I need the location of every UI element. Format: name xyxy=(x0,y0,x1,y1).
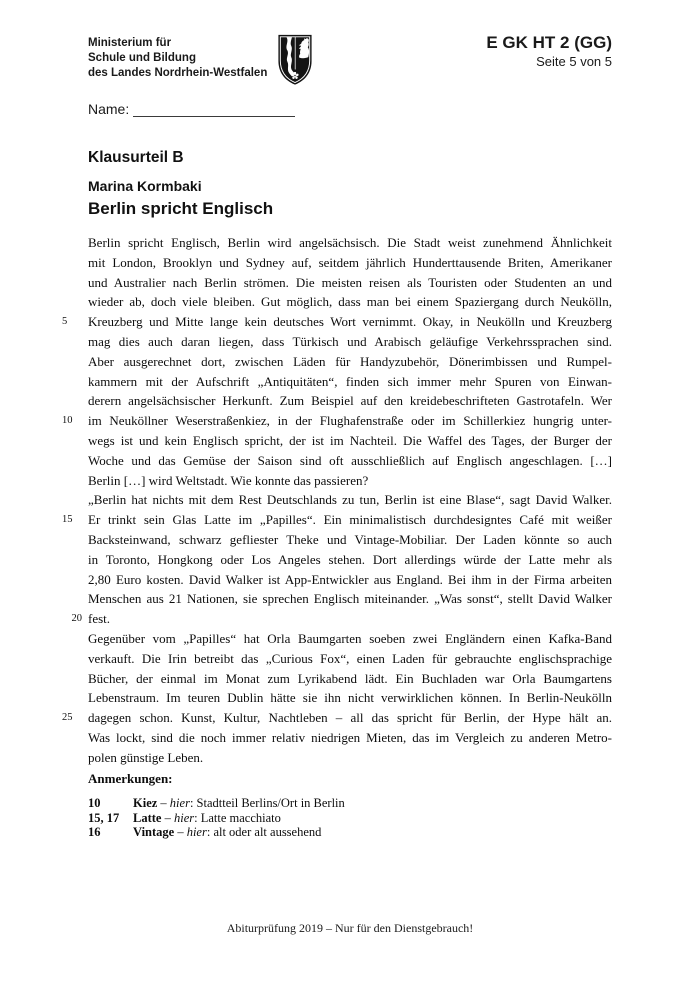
section-title: Klausurteil B xyxy=(88,149,184,166)
article-line: 20 fest. xyxy=(88,609,612,629)
annotation-definition: Latte – hier: Latte macchiato xyxy=(133,810,281,825)
ministry-block xyxy=(88,36,267,81)
annotation-definition: Vintage – hier: alt oder alt aussehend xyxy=(133,825,322,840)
article-line: 2,80 Euro kosten. David Walker ist App-Entwickler aus England. Bei ihm in der Firma arbeiten xyxy=(88,571,612,587)
article-line: Menschen aus 21 Nationen, sie sprechen Englisch miteinander. „Was sonst“, stellt David Walker xyxy=(88,591,612,607)
article-line: 15 Er trinkt sein Glas Latte im „Papilles“. Ein minimalistisch durchdesigntes Café mit weißer xyxy=(88,510,612,530)
article-line: wegs ist und kein Englisch spricht, der ist im Nachteil. Die Waffel des Tages, der Burger der xyxy=(88,432,612,448)
name-row xyxy=(88,101,295,117)
article-line: 10 im Neuköllner Weserstraßenkiez, in der Flughafenstraße oder im Schillerkiez hungrig unter- xyxy=(88,411,612,431)
article-line: „Berlin hat nichts mit dem Rest Deutschlands zu tun, Berlin ist eine Blase“, sagt David Walker. xyxy=(88,492,612,508)
annotation-line-ref: 15, 17 xyxy=(88,810,120,825)
article-line: polen günstige Leben. xyxy=(88,749,204,765)
article-line: Was lockt, sind die noch immer relativ niedrigen Mieten, das im Vergleich zu anderen Metro- xyxy=(88,729,612,745)
article-line: Lebenstraum. Im teuren Dublin hätte sie ihn nicht verwirklichen können. In Berlin-Neukölln xyxy=(88,690,612,706)
article-line: kammern mit der Aufschrift „Antiquitäten“, finden sich immer mehr Spuren von Einwan- xyxy=(88,373,612,389)
annotation-item xyxy=(88,811,612,826)
annotation-line-ref: 16 xyxy=(88,825,101,840)
article-line: Berlin […] wird Weltstadt. Wie konnte das passieren? xyxy=(88,472,369,488)
article-line: Aber ausgerechnet dort, zwischen Läden für Handyzubehör, Dönerimbissen und Rumpel- xyxy=(88,353,612,369)
article-line: wieder ab, doch viele bleiben. Gut möglich, dass man bei einem Spaziergang durch Neukölln, xyxy=(88,294,612,310)
article-line: Woche und das Gemüse der Saison sind oft ausschließlich auf Englisch angeschlagen. […] xyxy=(88,452,612,468)
line-number: 25 xyxy=(62,712,73,724)
article-line: derern angelsächsischer Herkunft. Zum Beispiel auf den kreidebeschrifteten Gastrotafeln. Wer xyxy=(88,393,612,409)
annotations-section xyxy=(88,771,612,840)
article-line: in Toronto, Hongkong oder Los Angeles stehen. Dort allerdings würde der Latte mehr als xyxy=(88,551,612,567)
line-number: 20 xyxy=(71,613,82,625)
ministry-line-1: Ministerium für xyxy=(88,37,172,49)
exam-code: E GK HT 2 (GG) xyxy=(486,33,612,52)
name-blank-field[interactable] xyxy=(133,101,295,117)
article-line: Backsteinwand, schwarz gefliester Theke und Vintage-Mobiliar. Der Laden könnte so auch xyxy=(88,531,612,547)
article-line: verkauft. Die Irin betreibt das „Curious Fox“, einen Laden für gebrauchte englischsprachige xyxy=(88,650,612,666)
article-line: mit London, Brooklyn und Sydney auf, seitdem jährlich Hunderttausende Briten, Amerikaner xyxy=(88,254,612,270)
article-line: 5 Kreuzberg und Mitte lange kein deutsches Wort vernimmt. Okay, in Neukölln und Kreuzberg xyxy=(88,312,612,332)
annotations-heading: Anmerkungen: xyxy=(88,771,173,786)
article-line: Berlin spricht Englisch, Berlin wird angelsächsisch. Die Stadt weist zunehmend Ähnlichkeit xyxy=(88,235,612,250)
article-text xyxy=(62,233,612,768)
annotations-list xyxy=(88,796,612,840)
header-right xyxy=(486,33,612,70)
ministry-line-2: Schule und Bildung xyxy=(88,52,196,64)
annotation-item xyxy=(88,796,612,811)
article-line: Bücher, der einmal im Monat zum Lyrikabend lädt. Ein Buchladen war Orla Baumgartens xyxy=(88,670,612,686)
footer-note: Abiturprüfung 2019 – Nur für den Dienstgebrauch! xyxy=(226,921,474,935)
name-label: Name: xyxy=(88,101,130,117)
article-line: und Australier nach Berlin strömen. Die meisten reisen als Touristen oder Studenten an und xyxy=(88,274,612,290)
annotation-definition: Kiez – hier: Stadtteil Berlins/Ort in Berlin xyxy=(133,796,345,810)
line-number: 5 xyxy=(62,316,68,328)
page-number: Seite 5 von 5 xyxy=(536,54,612,69)
line-number: 15 xyxy=(62,514,73,526)
article-line: 25 dagegen schon. Kunst, Kultur, Nachtleben – all das spricht für Berlin, der Hype hält an. xyxy=(88,708,612,728)
annotation-line-ref: 10 xyxy=(88,796,101,810)
annotation-item xyxy=(88,825,612,840)
article-title: Berlin spricht Englisch xyxy=(88,199,274,218)
ministry-line-3: des Landes Nordrhein-Westfalen xyxy=(88,67,268,79)
nrw-coat-of-arms-icon xyxy=(277,33,313,87)
line-number: 10 xyxy=(62,415,73,427)
article-line: Gegenüber vom „Papilles“ hat Orla Baumgarten soeben zwei Engländern einen Kafka-Band xyxy=(88,630,612,646)
author-name: Marina Kormbaki xyxy=(88,178,202,194)
article-line: mag dies auch daran liegen, dass Türkisch und Arabisch geläufige Verkehrssprachen sind. xyxy=(88,333,612,349)
